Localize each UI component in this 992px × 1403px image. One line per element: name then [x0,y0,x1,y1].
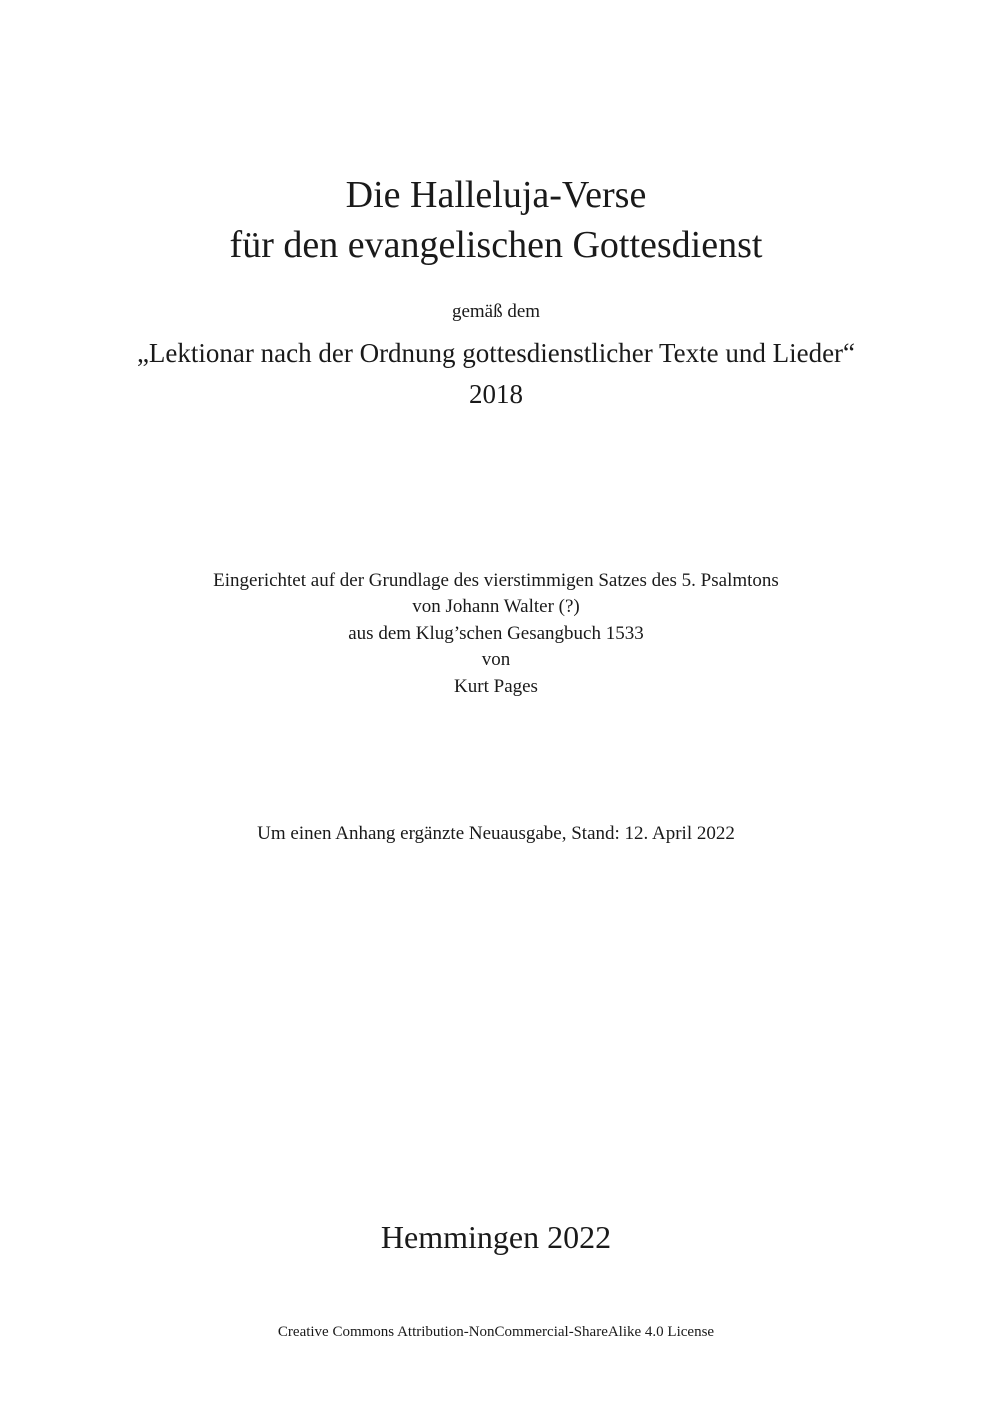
lectionary-title: „Lektionar nach der Ordnung gottesdienstlicher Texte und Lieder“ [136,338,856,368]
arrangement-line-3: aus dem Klug’schen Gesangbuch 1533 [348,623,644,644]
lectionary-year: 2018 [469,379,523,409]
title-line-1: Die Halleluja-Verse [345,174,647,216]
edition-note: Um einen Anhang ergänzte Neuausgabe, Stand: 12. April 2022 [257,823,735,844]
place-and-year: Hemmingen 2022 [380,1219,612,1255]
according-to-text: gemäß dem [451,301,541,322]
author-name: Kurt Pages [454,676,538,697]
license-text: Creative Commons Attribution-NonCommercial-ShareAlike 4.0 License [277,1324,715,1340]
arrangement-line-2: von Johann Walter (?) [412,596,580,617]
arrangement-line-4: von [481,649,511,670]
title-line-2: für den evangelischen Gottesdienst [229,224,763,266]
arrangement-line-1: Eingerichtet auf der Grundlage des vierstimmigen Satzes des 5. Psalmtons [213,570,779,591]
